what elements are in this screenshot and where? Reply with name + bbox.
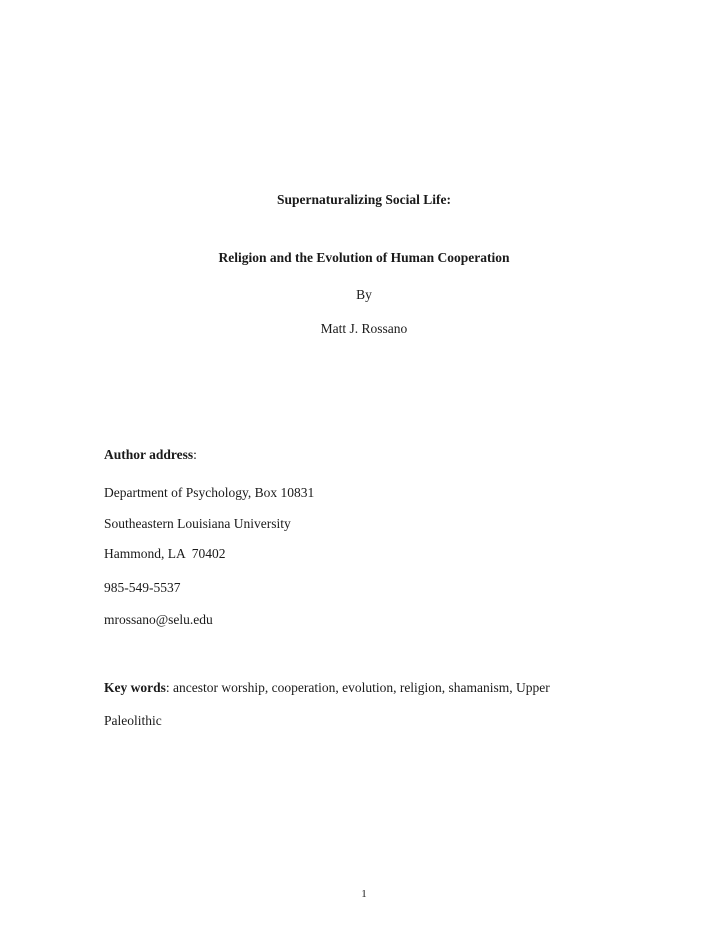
author-address-label: Author address	[104, 447, 194, 462]
address-university: Southeastern Louisiana University	[104, 516, 291, 531]
keywords-label: Key words	[104, 680, 166, 695]
page-number: 1	[361, 888, 367, 900]
keywords-line-1	[104, 680, 550, 696]
by-line: By	[356, 287, 372, 302]
address-department: Department of Psychology, Box 10831	[104, 485, 315, 500]
author-address-heading	[104, 447, 197, 463]
title-line-2: Religion and the Evolution of Human Cooperation	[218, 250, 510, 265]
address-email: mrossano@selu.edu	[104, 612, 213, 627]
author-address-colon: :	[193, 447, 197, 462]
address-city: Hammond, LA 70402	[104, 546, 226, 561]
keywords-text: : ancestor worship, cooperation, evolution, religion, shamanism, Upper	[165, 680, 550, 695]
address-phone: 985-549-5537	[104, 580, 181, 595]
author-name: Matt J. Rossano	[320, 321, 408, 336]
keywords-line-2: Paleolithic	[104, 713, 162, 728]
title-line-1: Supernaturalizing Social Life:	[276, 192, 451, 207]
